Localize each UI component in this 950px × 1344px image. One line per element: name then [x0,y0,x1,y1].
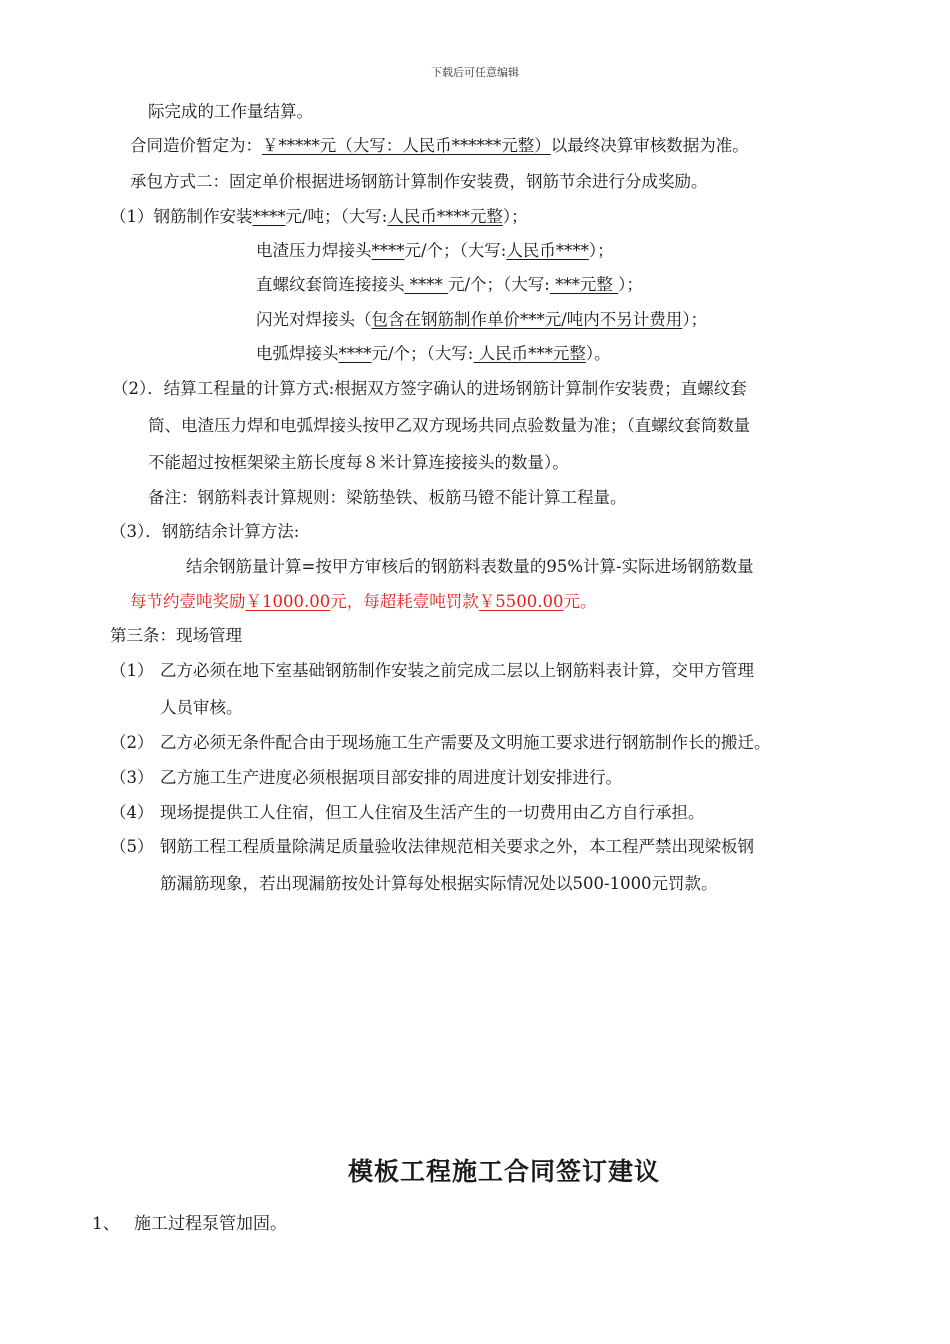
text-line-22: 钢筋工程工程质量除满足质量验收法律规范相关要求之外，本工程严禁出现梁板钢 [160,837,754,856]
list-item-1: 施工过程泵管加固。 [134,1214,287,1234]
text-line-7 [256,309,707,331]
text-span: 元，每超耗壹吨罚款 [330,592,479,611]
list-number: （3） [110,768,154,787]
text-line-19: 乙方必须无条件配合由于现场施工生产需要及文明施工要求进行钢筋制作长的搬迁。 [160,733,771,752]
text-span: ）； [618,275,643,294]
text-line-15-reward-penalty [130,591,596,613]
text-span: 元/吨；（大写: [285,207,388,226]
text-span: 闪光对焊接头（ [256,310,372,329]
text-span: 合同造价暂定为： [130,136,262,155]
text-span: 每节约壹吨奖励 [130,592,246,611]
text-line-3: 承包方式二：固定单价根据进场钢筋计算制作安装费，钢筋节余进行分成奖励。 [130,172,708,191]
list-number: （4） [110,803,154,822]
text-line-23: 筋漏筋现象，若出现漏筋按处计算每处根据实际情况处以500-1000元罚款。 [160,874,718,893]
text-line-12: 备注：钢筋料表计算规则：梁筋垫铁、板筋马镫不能计算工程量。 [148,488,627,507]
text-line-21: 现场提提供工人住宿，但工人住宿及生活产生的一切费用由乙方自行承担。 [160,803,705,822]
text-line-9: （2）．结算工程量的计算方式:根据双方签字确认的进场钢筋计算制作安装费；直螺纹套 [112,379,747,398]
text-span: ）； [502,207,528,226]
underlined-amount: ￥1000.00 [245,592,331,611]
text-line-1: 际完成的工作量结算。 [148,102,313,121]
text-span: 以最终决算审核数据为准。 [550,136,749,155]
text-line-14: 结余钢筋量计算=按甲方审核后的钢筋料表数量的95%计算-实际进场钢筋数量 [186,557,754,576]
underlined-note: 包含在钢筋制作单价***元/吨内不另计费用 [371,310,683,329]
underlined-amount: ￥5500.00 [478,592,564,611]
underlined-amount: ***元整 [549,275,619,294]
list-number: （5） [110,837,154,856]
text-span: 电弧焊接头 [256,344,339,363]
list-number: 1、 [92,1214,120,1234]
underlined-amount: 人民币**** [506,241,589,260]
text-line-13: （3）．钢筋结余计算方法: [110,522,300,541]
text-line-11: 不能超过按框架梁主筋长度每８米计算连接接头的数量）。 [148,453,569,472]
text-line-4 [110,206,528,228]
underlined-price: **** [338,344,372,363]
section-title: 模板工程施工合同签订建议 [347,1157,660,1186]
text-span: 电渣压力焊接头 [256,241,372,260]
list-number: （1） [110,661,154,680]
text-line-2 [130,135,749,157]
text-span: 元/个；（大写: [404,241,507,260]
text-line-18: 人员审核。 [160,698,243,717]
underlined-amount: 人民币***元整 [473,344,586,363]
text-span: 直螺纹套筒连接接头 [256,275,405,294]
list-number: （2） [110,733,154,752]
text-line-10: 筒、电渣压力焊和电弧焊接头按甲乙双方现场共同点验数量为准；（直螺纹套筒数量 [148,416,751,435]
underlined-amount: 人民币****元整 [387,207,503,226]
text-span: ）。 [585,344,611,363]
text-span: 元/个；（大写: [448,275,550,294]
text-span: 元。 [563,592,597,611]
text-span: ）； [588,241,614,260]
underlined-price: **** [252,207,286,226]
underlined-price: **** [371,241,405,260]
text-span: ）； [682,310,708,329]
text-line-20: 乙方施工生产进度必须根据项目部安排的周进度计划安排进行。 [160,768,622,787]
text-span: （1）钢筋制作安装 [110,207,253,226]
text-line-5 [256,240,614,262]
text-line-17: 乙方必须在地下室基础钢筋制作安装之前完成二层以上钢筋料表计算，交甲方管理 [160,661,754,680]
page-header: 下载后可任意编辑 [431,66,519,79]
section-heading-article-3: 第三条：现场管理 [110,626,242,645]
text-line-6 [256,274,643,296]
underlined-price: **** [404,275,448,294]
underlined-amount: ￥*****元（大写：人民币******元整） [262,136,551,155]
text-span: 元/个；（大写: [371,344,474,363]
text-line-8 [256,343,611,365]
